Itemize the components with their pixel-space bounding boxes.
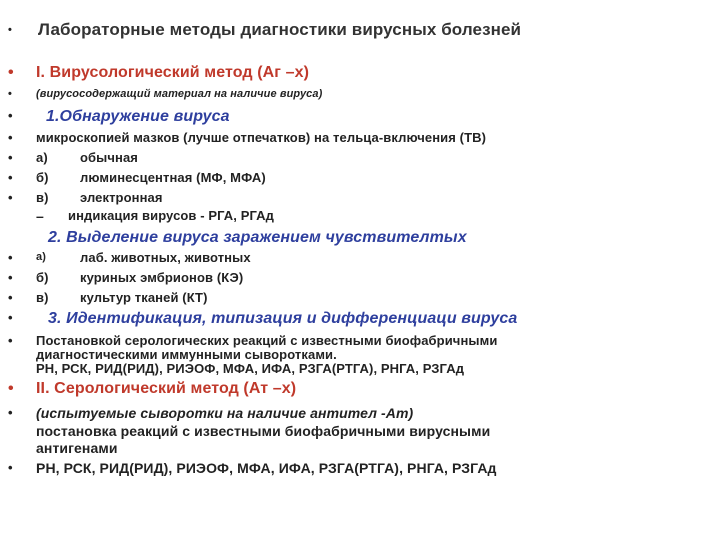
item-text: культур тканей (КТ) — [80, 290, 208, 305]
item-letter: в) — [36, 190, 49, 205]
item-text: куриных эмбрионов (КЭ) — [80, 270, 244, 285]
microscopy-text: микроскопией мазков (лучше отпечатков) на тельца-включения (ТВ) — [36, 130, 487, 145]
bullet: • — [8, 460, 13, 475]
indication-text: индикация вирусов - РГА, РГАд — [68, 208, 274, 223]
subheading-identification: 3. Идентификация, типизация и дифференциаци вируса — [48, 310, 518, 327]
bullet: • — [8, 24, 12, 36]
subheading-detection: 1.Обнаружение вируса — [46, 108, 230, 125]
bullet: • — [8, 130, 13, 145]
dash-marker: – — [36, 208, 44, 224]
bullet: • — [8, 290, 13, 305]
bullet: • — [8, 190, 13, 205]
reaction-setup-text: постановка реакций с известными биофабричными вирусными — [36, 423, 491, 439]
item-text: обычная — [80, 150, 138, 165]
heading-virological: I. Вирусологический метод (Аг –х) — [36, 64, 310, 81]
bullet: • — [8, 333, 13, 348]
subheading-isolation: 2. Выделение вируса заражением чувствителтых — [48, 229, 467, 246]
bullet: • — [8, 270, 13, 285]
item-letter: а) — [36, 150, 48, 165]
reactions-list-final: РН, РСК, РИД(РИД), РИЭОФ, МФА, ИФА, РЗГА(РТГА), РНГА, РЗГАд — [36, 460, 497, 476]
bullet: • — [8, 150, 13, 165]
antigens-text: антигенами — [36, 440, 118, 456]
test-sera-note: (испытуемые сыворотки на наличие антител -Ат) — [36, 405, 414, 421]
slide-title: Лабораторные методы диагностики вирусных болезней — [38, 20, 522, 39]
item-text: лаб. животных, животных — [80, 250, 251, 265]
reactions-list: РН, РСК, РИД(РИД), РИЭОФ, МФА, ИФА, РЗГА(РТГА), РНГА, РЗГАд — [36, 361, 465, 376]
bullet: • — [8, 310, 13, 325]
bullet: • — [8, 380, 14, 397]
setup-text-1: Постановкой серологических реакций с известными биофабричными — [36, 333, 498, 348]
bullet: • — [8, 250, 13, 265]
material-note: (вирусосодержащий материал на наличие вируса) — [36, 88, 323, 100]
bullet: • — [8, 170, 13, 185]
bullet: • — [8, 405, 13, 420]
item-letter: б) — [36, 170, 49, 185]
item-text: люминесцентная (МФ, МФА) — [80, 170, 266, 185]
bullet: • — [8, 64, 14, 81]
item-text: электронная — [80, 190, 163, 205]
item-letter: б) — [36, 270, 49, 285]
bullet: • — [8, 108, 13, 123]
bullet: • — [8, 88, 12, 100]
item-letter: а) — [36, 251, 46, 263]
item-letter: в) — [36, 290, 49, 305]
setup-text-2: диагностическими иммунными сыворотками. — [36, 347, 337, 362]
heading-serological: II. Серологический метод (Ат –х) — [36, 380, 297, 397]
